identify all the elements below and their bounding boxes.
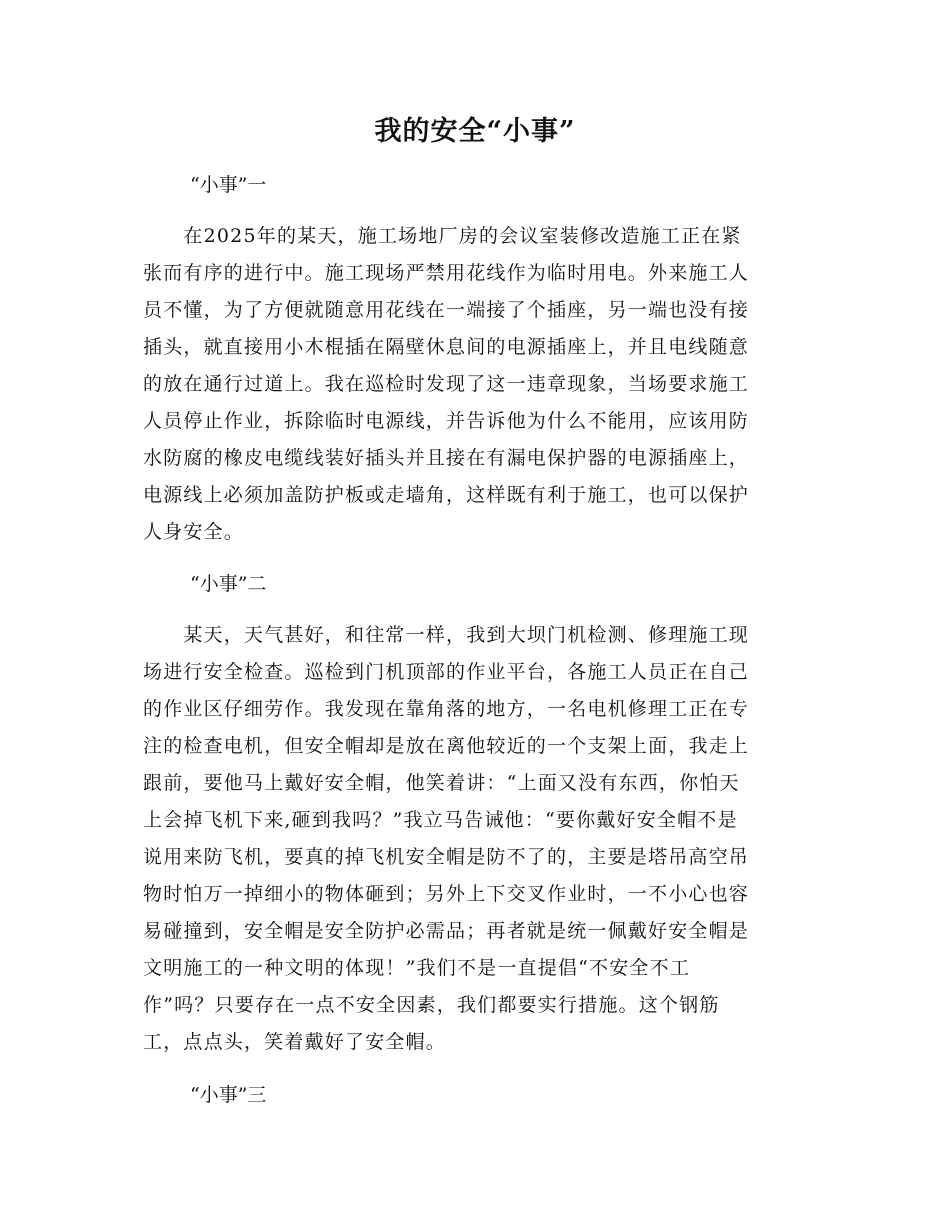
paragraph-line: 某天，天气甚好，和往常一样，我到大坝门机检测、修理施工现 xyxy=(143,624,750,646)
paragraph-line: 人身安全。 xyxy=(143,521,245,543)
paragraph-line: 的作业区仔细劳作。我发现在靠角落的地方，一名电机修理工正在专 xyxy=(143,698,750,720)
paragraph-line: 电源线上必须加盖防护板或走墙角，这样既有利于施工，也可以保护 xyxy=(143,484,750,506)
section-heading-1: “小事”一 xyxy=(190,174,267,196)
paragraph-line: 作”吗？只要存在一点不安全因素，我们都要实行措施。这个钢筋 xyxy=(143,994,720,1016)
section-heading-2: “小事”二 xyxy=(190,573,267,595)
paragraph-line: 水防腐的橡皮电缆线装好插头并且接在有漏电保护器的电源插座上， xyxy=(143,447,750,469)
paragraph-line: 插头，就直接用小木棍插在隔壁休息间的电源插座上，并且电线随意 xyxy=(143,336,750,358)
section-paragraph-2 xyxy=(143,617,808,1061)
paragraph-line: 员不懂，为了方便就随意用花线在一端接了个插座，另一端也没有接 xyxy=(143,299,750,321)
section-paragraph-1 xyxy=(143,218,808,551)
paragraph-line: 易碰撞到，安全帽是安全防护必需品；再者就是统一佩戴好安全帽是 xyxy=(143,920,750,942)
paragraph-line: 人员停止作业，拆除临时电源线，并告诉他为什么不能用，应该用防 xyxy=(143,410,750,432)
paragraph-line: 上会掉飞机下来,砸到我吗？”我立马告诫他：“要你戴好安全帽不是 xyxy=(143,809,738,831)
paragraph-line: 工，点点头，笑着戴好了安全帽。 xyxy=(143,1031,447,1053)
paragraph-line: 说用来防飞机，要真的掉飞机安全帽是防不了的，主要是塔吊高空吊 xyxy=(143,846,750,868)
paragraph-line: 张而有序的进行中。施工现场严禁用花线作为临时用电。外来施工人 xyxy=(143,262,750,284)
document-title: 我的安全“小事” xyxy=(374,116,576,147)
paragraph-line: 场进行安全检查。巡检到门机顶部的作业平台，各施工人员正在自己 xyxy=(143,661,750,683)
paragraph-line: 跟前，要他马上戴好安全帽，他笑着讲：“上面又没有东西，你怕天 xyxy=(143,772,740,794)
paragraph-line: 的放在通行过道上。我在巡检时发现了这一违章现象，当场要求施工 xyxy=(143,373,750,395)
paragraph-line: 注的检查电机，但安全帽却是放在离他较近的一个支架上面，我走上 xyxy=(143,735,750,757)
paragraph-line: 在2025年的某天，施工场地厂房的会议室装修改造施工正在紧 xyxy=(143,225,742,247)
paragraph-line: 物时怕万一掉细小的物体砸到；另外上下交叉作业时，一不小心也容 xyxy=(143,883,750,905)
section-heading-3: “小事”三 xyxy=(190,1084,267,1106)
paragraph-line: 文明施工的一种文明的体现！”我们不是一直提倡“不安全不工 xyxy=(143,957,691,979)
